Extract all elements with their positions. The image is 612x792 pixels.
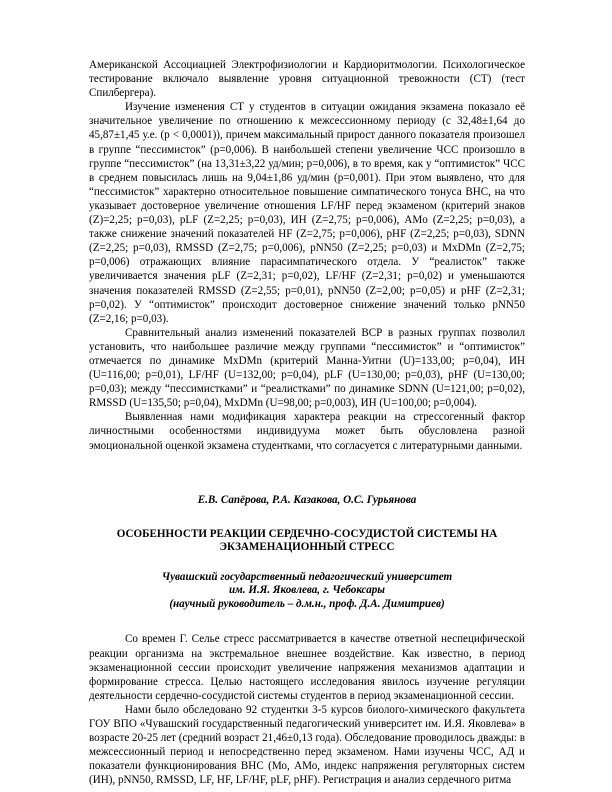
article-new xyxy=(89,493,525,788)
affiliation-line: Чувашский государственный педагогический университет xyxy=(161,570,453,583)
paragraph-comparison: Сравнительный анализ изменений показателей ВСР в разных группах позволил установить, что наибольшее различие между группами “пессимисток” и “оптимисток” отмечается по динамике MxDMn (критерий Манна-Уитни (U)=133,00; p=0,04), ИН (U=116,00; p=0,01), LF/HF (U=132,00; p=0,04), pLF (U=130,00; p=0,03), pHF (U=130,00; p=0,03); между “пессимистками” и “реалистками” по динамике SDNN (U=121,00; p=0,02), RMSSD (U=135,50; p=0,04), MxDMn (U=98,00; p=0,003), ИН (U=100,00; p=0,004). xyxy=(89,326,525,410)
article-body xyxy=(89,632,525,787)
paragraph-methods: Нами было обследовано 92 студентки 3-5 курсов биолого-химического факультета ГОУ ВПО «Чувашский государственный педагогический университет им. И.Я. Яковлева» в возрасте 20-25 лет (средний возраст 21,46±0,13 года). Обследование проводилось дважды: в межсессионный период и непосредственно перед экзаменом. Нами изучены ЧСС, АД и показатели функционирования ВНС (Мо, АМо, индекс напряжения регуляторных систем (ИН), pNN50, RMSSD, LF, HF, LF/HF, pLF, pHF). Регистрация и анализ сердечного ритма xyxy=(89,703,525,787)
article-title-line: ЭКЗАМЕНАЦИОННЫЙ СТРЕСС xyxy=(219,540,395,553)
paragraph-intro-continued: Американской Ассоциацией Электрофизиологии и Кардиоритмологии. Психологическое тестирование включало выявление уровня ситуационной тревожности (СТ) (тест Спилбергера). xyxy=(89,59,525,100)
article-affiliation xyxy=(89,571,525,612)
page-content xyxy=(89,58,525,787)
article-title xyxy=(89,528,525,554)
affiliation-line: (научный руководитель – д.м.н., проф. Д.А. Димитриев) xyxy=(169,597,445,610)
article-authors: Е.В. Сапёрова, Р.А. Казакова, О.С. Гурьянова xyxy=(197,493,417,506)
affiliation-line: им. И.Я. Яковлева, г. Чебоксары xyxy=(229,584,385,597)
paragraph-introduction: Со времен Г. Селье стресс рассматривается в качестве ответной неспецифической реакции организма на экстремальное внешнее воздействие. Как известно, в период экзаменационной сессии происходит увеличение напряжения механизмов адаптации и формирование стресса. Целью настоящего исследования явилось изучение регуляции деятельности сердечно-сосудистой системы студентов в период экзаменационной сессии. xyxy=(89,633,525,702)
paragraph-results: Изучение изменения СТ у студентов в ситуации ожидания экзамена показало её значительное увеличение по отношению к межсессионному периоду (с 32,48±1,64 до 45,87±1,45 у.е. (p < 0,0001)), причем максимальный прирост данного показателя произошел в группе “пессимисток” (p=0,006). В наибольшей степени увеличение ЧСС произошло в группе “пессимисток” (на 13,31±3,22 уд/мин; p=0,006), в то время, как у “оптимисток” ЧСС в среднем повысилась лишь на 9,04±1,86 уд/мин (p=0,001). При этом выявлено, что для “пессимисток” характерно относительное повышение симпатического тонуса ВНС, на что указывает достоверное увеличение отношения LF/HF перед экзаменом (критерий знаков (Z)=2,25; p=0,03), pLF (Z=2,25; p=0,03), ИН (Z=2,75; p=0,006), AMo (Z=2,25; p=0,03), а также снижение значений показателей HF (Z=2,75; p=0,006), pHF (Z=2,25; p=0,03), SDNN (Z=2,25; p=0,03), RMSSD (Z=2,75; p=0,006), pNN50 (Z=2,25; p=0,03) и MxDMn (Z=2,75; p=0,006) отражающих влияние парасимпатического отдела. У “реалисток” также увеличивается значения pLF (Z=2,31; p=0,02), LF/HF (Z=2,31; p=0,02) и уменьшаются значения показателей RMSSD (Z=2,55; p=0,01), pNN50 (Z=2,00; p=0,05) и pHF (Z=2,31; p=0,02). У “оптимисток” происходит достоверное снижение значений только pNN50 (Z=2,16; p=0,03). xyxy=(89,101,525,325)
article-continuation xyxy=(89,58,525,453)
article-title-line: ОСОБЕННОСТИ РЕАКЦИИ СЕРДЕЧНО-СОСУДИСТОЙ СИСТЕМЫ НА xyxy=(116,527,498,540)
paragraph-conclusion: Выявленная нами модификация характера реакции на стрессогенный фактор личностными особенностями индивидуума может быть обусловлена разной эмоциональной оценкой экзамена студентками, что согласуется с литературными данными. xyxy=(89,411,525,452)
